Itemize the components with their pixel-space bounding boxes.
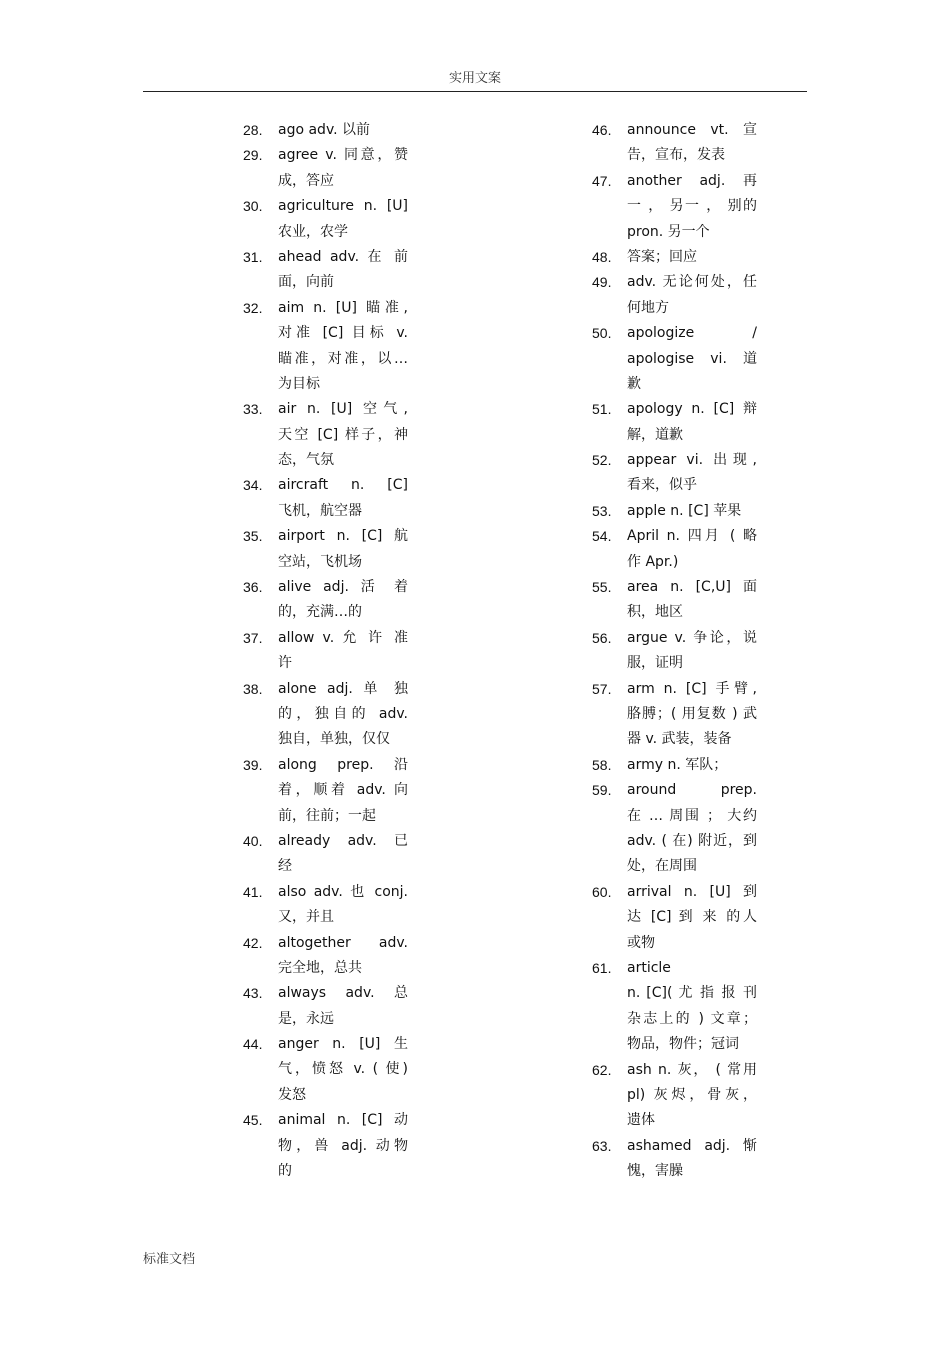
entry-definition xyxy=(627,1058,757,1134)
vocab-entry xyxy=(243,931,408,982)
vocab-entry xyxy=(243,575,408,626)
entry-line: 瞄准，对准，以… xyxy=(278,350,408,367)
entry-line: 看来，似乎 xyxy=(627,477,697,494)
entry-definition xyxy=(627,1134,757,1185)
entry-line: allow v. 允 许 准 xyxy=(278,629,408,646)
entry-definition xyxy=(627,753,757,778)
entry-line: arrival n. [U] 到 xyxy=(627,883,757,900)
entry-definition xyxy=(627,880,757,956)
entry-definition xyxy=(278,981,408,1032)
entry-line: 的，充满…的 xyxy=(278,604,362,621)
entry-line: aim n. [U] 瞄准, xyxy=(278,299,408,316)
entry-number: 51. xyxy=(592,401,612,418)
vocab-entry xyxy=(592,956,757,1058)
entry-line: 答案；回应 xyxy=(627,248,697,265)
entry-number: 43. xyxy=(243,985,263,1002)
entry-number: 45. xyxy=(243,1112,263,1129)
entry-line: 遗体 xyxy=(627,1112,655,1129)
entry-definition xyxy=(627,448,757,499)
vocab-entry xyxy=(243,245,408,296)
entry-definition xyxy=(627,524,757,575)
entry-definition xyxy=(627,677,757,753)
entry-line: aircraft n. [C] xyxy=(278,477,408,494)
entry-definition xyxy=(627,397,757,448)
entry-definition xyxy=(278,194,408,245)
entry-line: ahead adv. 在 前 xyxy=(278,248,408,265)
entry-line: 在 … 周围 ； 大约 xyxy=(627,807,757,824)
entry-definition xyxy=(627,245,757,270)
entry-line: 一 ， 另一 ， 别的 xyxy=(627,198,757,215)
entry-number: 62. xyxy=(592,1061,612,1078)
vocab-entry xyxy=(243,143,408,194)
entry-line: animal n. [C] 动 xyxy=(278,1112,408,1129)
entry-number: 42. xyxy=(243,934,263,951)
entry-line: 完全地，总共 xyxy=(278,959,362,976)
entry-line: apology n. [C] 辩 xyxy=(627,401,757,418)
entry-line: 是，永远 xyxy=(278,1010,334,1027)
vocab-entry xyxy=(243,118,408,143)
entry-line: 经 xyxy=(278,858,292,875)
entry-line: apple n. [C] 苹果 xyxy=(627,502,742,519)
entry-line: 物，兽 adj. 动物 xyxy=(278,1137,408,1154)
entry-definition xyxy=(278,296,408,398)
entry-number: 60. xyxy=(592,883,612,900)
entry-line: always adv. 总 xyxy=(278,985,408,1002)
entry-line: agriculture n. [U] xyxy=(278,198,408,215)
entry-line: appear vi. 出现, xyxy=(627,452,757,469)
entry-line: ash n. 灰， ( 常用 xyxy=(627,1061,757,1078)
vocab-entry xyxy=(243,677,408,753)
vocab-entry xyxy=(592,778,757,880)
entry-number: 31. xyxy=(243,248,263,265)
entry-line: anger n. [U] 生 xyxy=(278,1036,408,1053)
vocab-entry xyxy=(592,753,757,778)
entry-line: ashamed adj. 惭 xyxy=(627,1137,757,1154)
entry-definition xyxy=(278,575,408,626)
entry-line: 气，愤怒 v. ( 使) xyxy=(278,1061,408,1078)
entry-number: 46. xyxy=(592,122,612,138)
entry-line: 的 xyxy=(278,1163,292,1180)
entry-line: 空站，飞机场 xyxy=(278,553,362,570)
vocab-entry xyxy=(243,397,408,473)
entry-number: 49. xyxy=(592,274,612,291)
entry-definition xyxy=(278,1108,408,1184)
entry-line: 又，并且 xyxy=(278,909,334,926)
entry-line: along prep. 沿 xyxy=(278,756,408,773)
entry-definition xyxy=(627,169,757,245)
page-header-title: 实用文案 xyxy=(448,71,501,86)
entry-definition xyxy=(627,778,757,880)
entry-definition xyxy=(278,245,408,296)
entry-definition xyxy=(627,626,757,677)
vocab-entry xyxy=(243,626,408,677)
entry-definition xyxy=(278,1032,408,1108)
entry-line: 前，往前；一起 xyxy=(278,807,376,824)
entry-line: alive adj. 活 着 xyxy=(278,579,408,596)
entry-number: 58. xyxy=(592,756,612,773)
entry-line: 天空 [C] 样子，神 xyxy=(278,426,408,443)
vocab-entry xyxy=(592,499,757,524)
entry-number: 38. xyxy=(243,680,263,697)
entry-line: another adj. 再 xyxy=(627,172,757,189)
entry-number: 53. xyxy=(592,502,612,519)
entry-definition xyxy=(278,931,408,982)
entry-line: around prep. xyxy=(627,782,757,799)
entry-line: arm n. [C] 手臂, xyxy=(627,680,757,697)
entry-line: 或物 xyxy=(627,934,655,951)
entry-line: 服，证明 xyxy=(627,655,683,672)
vocab-entry xyxy=(243,194,408,245)
entry-line: airport n. [C] 航 xyxy=(278,528,408,545)
entry-definition xyxy=(278,397,408,473)
entry-definition xyxy=(278,677,408,753)
entry-definition xyxy=(278,880,408,931)
entry-number: 39. xyxy=(243,756,263,773)
vocab-entry xyxy=(592,270,757,321)
entry-number: 50. xyxy=(592,325,612,342)
vocab-entry xyxy=(243,1108,408,1184)
vocab-column-right xyxy=(592,118,757,1184)
entry-line: 态，气氛 xyxy=(278,452,334,469)
entry-line: already adv. 已 xyxy=(278,832,408,849)
entry-line: article xyxy=(627,959,671,976)
entry-line: adv. 无论何处，任 xyxy=(627,274,757,291)
entry-line: 对准 [C] 目标 v. xyxy=(278,325,408,342)
entry-number: 52. xyxy=(592,452,612,469)
entry-line: 歉 xyxy=(627,375,641,392)
entry-number: 47. xyxy=(592,172,612,189)
entry-line: 作 Apr.) xyxy=(627,553,679,570)
entry-number: 37. xyxy=(243,629,263,646)
entry-line: 飞机，航空器 xyxy=(278,502,362,519)
entry-definition xyxy=(278,626,408,677)
entry-line: 农业，农学 xyxy=(278,223,348,240)
entry-number: 54. xyxy=(592,528,612,545)
entry-number: 59. xyxy=(592,782,612,799)
entry-number: 34. xyxy=(243,477,263,494)
entry-line: 成，答应 xyxy=(278,172,334,189)
entry-number: 36. xyxy=(243,579,263,596)
entry-line: argue v. 争论，说 xyxy=(627,629,757,646)
vocab-entry xyxy=(243,1032,408,1108)
entry-line: 处，在周围 xyxy=(627,858,697,875)
entry-number: 35. xyxy=(243,528,263,545)
entry-line: 为目标 xyxy=(278,375,320,392)
entry-line: 告，宣布，发表 xyxy=(627,147,725,164)
entry-definition xyxy=(278,118,408,143)
vocab-entry xyxy=(592,321,757,397)
entry-line: announce vt. 宣 xyxy=(627,122,757,138)
entry-number: 30. xyxy=(243,198,263,215)
vocab-entry xyxy=(592,677,757,753)
entry-line: 胳膊；( 用复数 ) 武 xyxy=(627,706,757,723)
entry-line: ago adv. 以前 xyxy=(278,122,371,138)
entry-number: 63. xyxy=(592,1137,612,1154)
vocab-entry xyxy=(592,169,757,245)
entry-number: 29. xyxy=(243,147,263,164)
vocab-entry xyxy=(243,524,408,575)
entry-line: altogether adv. xyxy=(278,934,408,951)
vocab-entry xyxy=(243,981,408,1032)
entry-line: 何地方 xyxy=(627,299,669,316)
entry-line: 着，顺着 adv. 向 xyxy=(278,782,408,799)
entry-line: apologise vi. 道 xyxy=(627,350,757,367)
entry-definition xyxy=(627,956,757,1058)
vocab-entry xyxy=(243,296,408,398)
entry-line: 积，地区 xyxy=(627,604,683,621)
vocab-entry xyxy=(592,118,757,169)
entry-definition xyxy=(278,143,408,194)
entry-definition xyxy=(627,499,757,524)
entry-line: 器 v. 武装，装备 xyxy=(627,731,732,748)
entry-line: n. [C]( 尤 指 报 刊 xyxy=(627,985,757,1002)
vocab-entry xyxy=(592,448,757,499)
entry-line: 杂志上的 ) 文章； xyxy=(627,1010,757,1027)
entry-line: 解，道歉 xyxy=(627,426,683,443)
header-rule xyxy=(143,91,807,92)
vocab-entry xyxy=(243,829,408,880)
entry-number: 33. xyxy=(243,401,263,418)
page-footer-label: 标准文档 xyxy=(143,1252,196,1267)
entry-line: also adv. 也 conj. xyxy=(278,883,408,900)
vocab-entry xyxy=(592,575,757,626)
entry-number: 44. xyxy=(243,1036,263,1053)
entry-number: 48. xyxy=(592,248,612,265)
entry-line: 许 xyxy=(278,655,292,672)
entry-number: 32. xyxy=(243,299,263,316)
vocab-entry xyxy=(243,880,408,931)
vocab-column-left xyxy=(243,118,408,1184)
entry-line: pron. 另一个 xyxy=(627,223,710,240)
entry-definition xyxy=(627,575,757,626)
vocab-entry xyxy=(592,880,757,956)
vocab-entry xyxy=(592,626,757,677)
entry-definition xyxy=(278,829,408,880)
vocab-entry xyxy=(592,245,757,270)
entry-line: 的，独自的 adv. xyxy=(278,706,408,722)
entry-definition xyxy=(278,473,408,524)
entry-line: pl) 灰烬，骨灰， xyxy=(627,1086,757,1103)
vocab-entry xyxy=(243,473,408,524)
entry-definition xyxy=(627,118,757,169)
entry-definition xyxy=(278,524,408,575)
vocab-entry xyxy=(592,524,757,575)
entry-line: 面，向前 xyxy=(278,274,334,291)
entry-line: 独自，单独，仅仅 xyxy=(278,731,390,748)
entry-line: army n. 军队； xyxy=(627,756,728,773)
entry-number: 61. xyxy=(592,959,612,976)
vocab-entry xyxy=(592,397,757,448)
vocab-entry xyxy=(243,753,408,829)
entry-number: 41. xyxy=(243,883,263,900)
vocab-entry xyxy=(592,1134,757,1185)
entry-line: 发怒 xyxy=(278,1086,306,1103)
entry-definition xyxy=(627,321,757,397)
entry-number: 57. xyxy=(592,680,612,697)
entry-number: 56. xyxy=(592,629,612,646)
entry-definition xyxy=(627,270,757,321)
entry-line: 愧，害臊 xyxy=(627,1163,683,1180)
entry-number: 40. xyxy=(243,832,263,849)
entry-line: April n. 四月 ( 略 xyxy=(627,528,757,545)
vocab-entry xyxy=(592,1058,757,1134)
entry-line: agree v. 同意，赞 xyxy=(278,147,408,164)
entry-line: alone adj. 单 独 xyxy=(278,680,408,697)
entry-number: 28. xyxy=(243,122,263,138)
entry-line: adv. ( 在) 附近，到 xyxy=(627,832,757,849)
entry-number: 55. xyxy=(592,579,612,596)
entry-line: 物品，物件；冠词 xyxy=(627,1036,739,1053)
entry-line: apologize / xyxy=(627,325,757,342)
entry-line: air n. [U] 空气, xyxy=(278,401,408,418)
entry-definition xyxy=(278,753,408,829)
entry-line: area n. [C,U] 面 xyxy=(627,579,757,596)
entry-line: 达 [C] 到 来 的人 xyxy=(627,909,757,926)
